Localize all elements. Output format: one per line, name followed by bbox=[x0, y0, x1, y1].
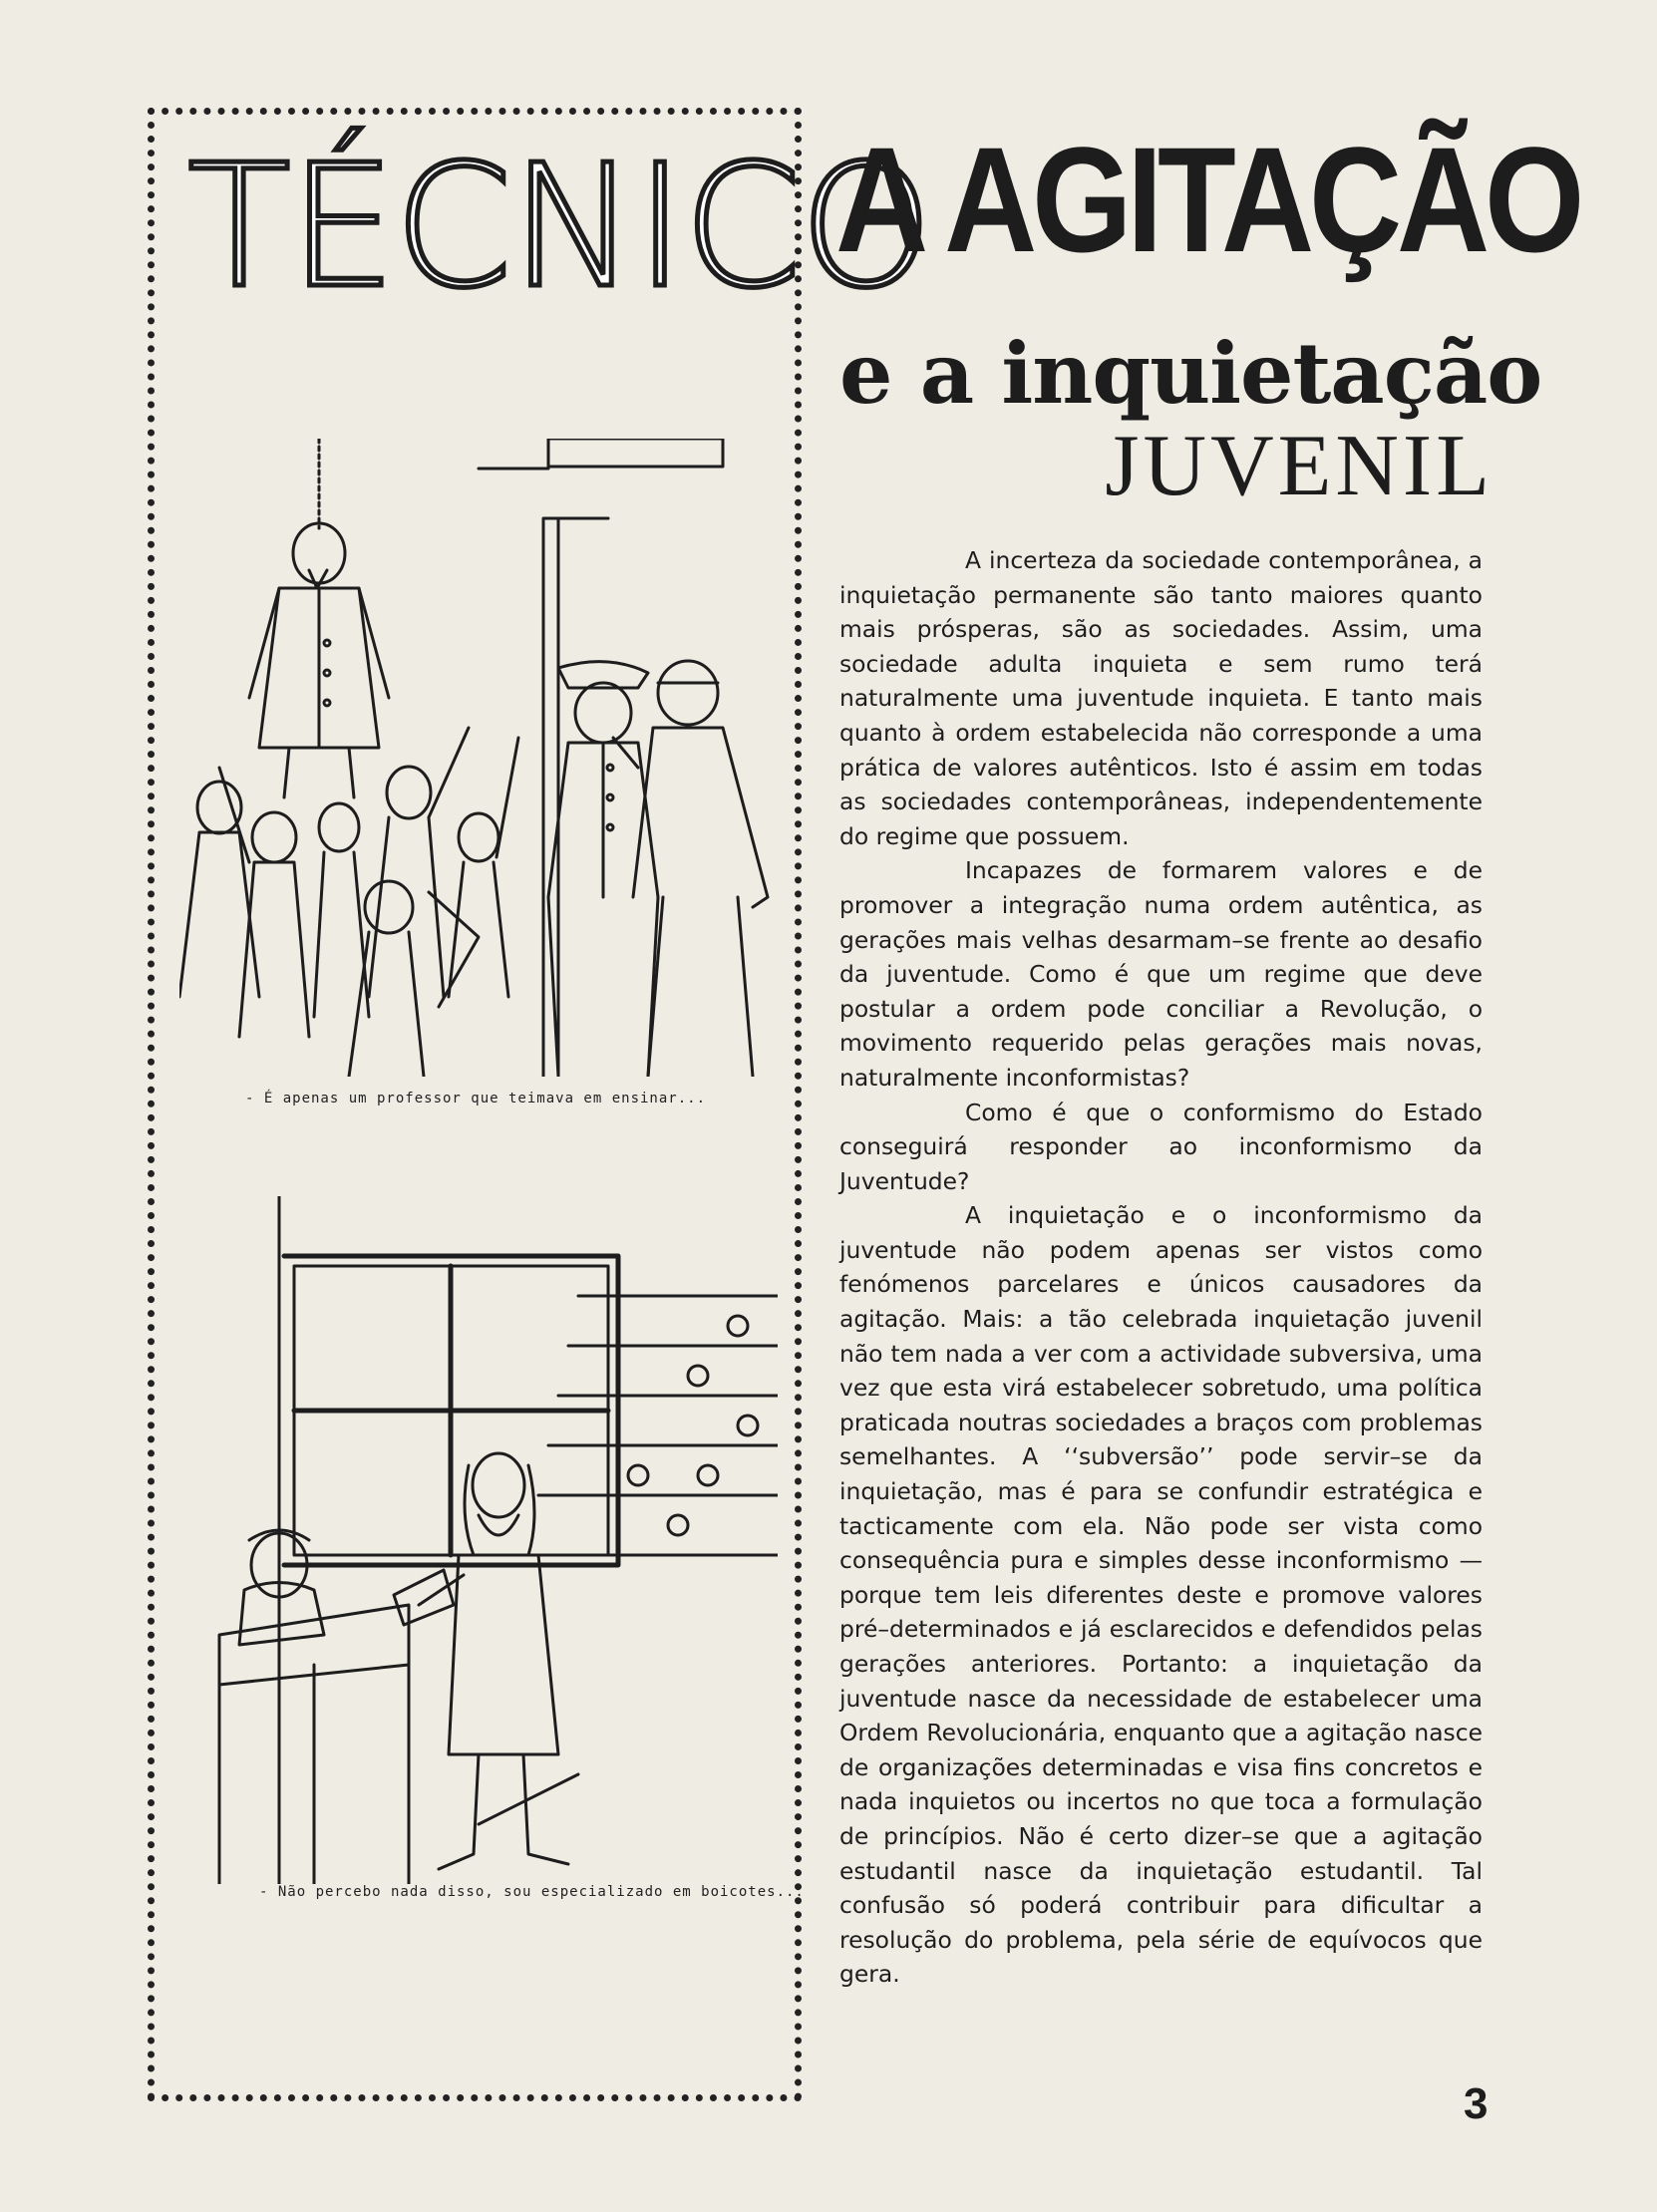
article-paragraph: Incapazes de formarem valores e de promover a integração numa ordem autêntica, as gerações mais velhas desarmam–se frente ao desafio da juventude. Como é que um regime que deve postular a ordem pode conciliar a Revolução, o movimento requerido pelas gerações mais novas, naturalmente inconformistas? bbox=[839, 856, 1483, 1092]
article-body bbox=[839, 543, 1483, 1992]
headline-inquietacao: e a inquietação bbox=[839, 324, 1542, 423]
page-number: 3 bbox=[1464, 2079, 1489, 2128]
article-paragraph: A inquietação e o inconformismo da juventude não podem apenas ser vistos como fenómenos parcelares e únicos causadores da agitação. Mais: a tão celebrada inquietação juvenil não tem nada a ver com a actividade subversiva, uma vez que esta virá estabelecer sobretudo, uma política praticada noutras sociedades a braços com problemas semelhantes. A ‘‘subversão’’ pode servir–se da inquietação, mas é para se confundir estratégica e tacticamente com ela. Não pode ser vista como consequência pura e simples desse inconformismo — porque tem leis diferentes deste e promove valores pré–determinados e já esclarecidos e defendidos pelas gerações anteriores. Portanto: a inquietação da juventude nasce da necessidade de estabelecer uma Ordem Revolucionária, enquanto que a agitação nasce de organizações determinadas e visa fins concretos e nada inquietos ou incertos no que toca a formulação de princípios. Não é certo dizer–se que a agitação estudantil nasce da inquietação estudantil. Tal confusão só poderá contribuir para dificultar a resolução do problema, pela série de equívocos que gera. bbox=[839, 1201, 1483, 1989]
cartoon-caption-2: - Não percebo nada disso, sou especializado em boicotes... bbox=[259, 1884, 805, 1900]
tecnico-title: TÉCNICO bbox=[187, 129, 931, 326]
cartoon-boycott-student bbox=[179, 1196, 778, 1884]
article-paragraph: Como é que o conformismo do Estado conseguirá responder ao inconformismo da Juventude? bbox=[839, 1098, 1483, 1195]
cartoon-hanged-professor bbox=[179, 439, 778, 1077]
article-paragraph: A incerteza da sociedade contemporânea, a inquietação permanente são tanto maiores quanto mais prósperas, são as sociedades. Assim, uma sociedade adulta inquieta e sem rumo terá naturalmente uma juventude inquieta. E tanto mais quanto à ordem estabelecida não corresponde a uma prática de valores autênticos. Isto é assim em todas as sociedades contemporâneas, independentemente do regime que possuem. bbox=[839, 546, 1483, 850]
headline-a-agitacao: A AGITAÇÃO bbox=[835, 116, 1580, 283]
headline-juvenil: JUVENIL bbox=[1105, 418, 1493, 514]
cartoon-caption-1: - É apenas um professor que teimava em ensinar... bbox=[245, 1091, 707, 1106]
